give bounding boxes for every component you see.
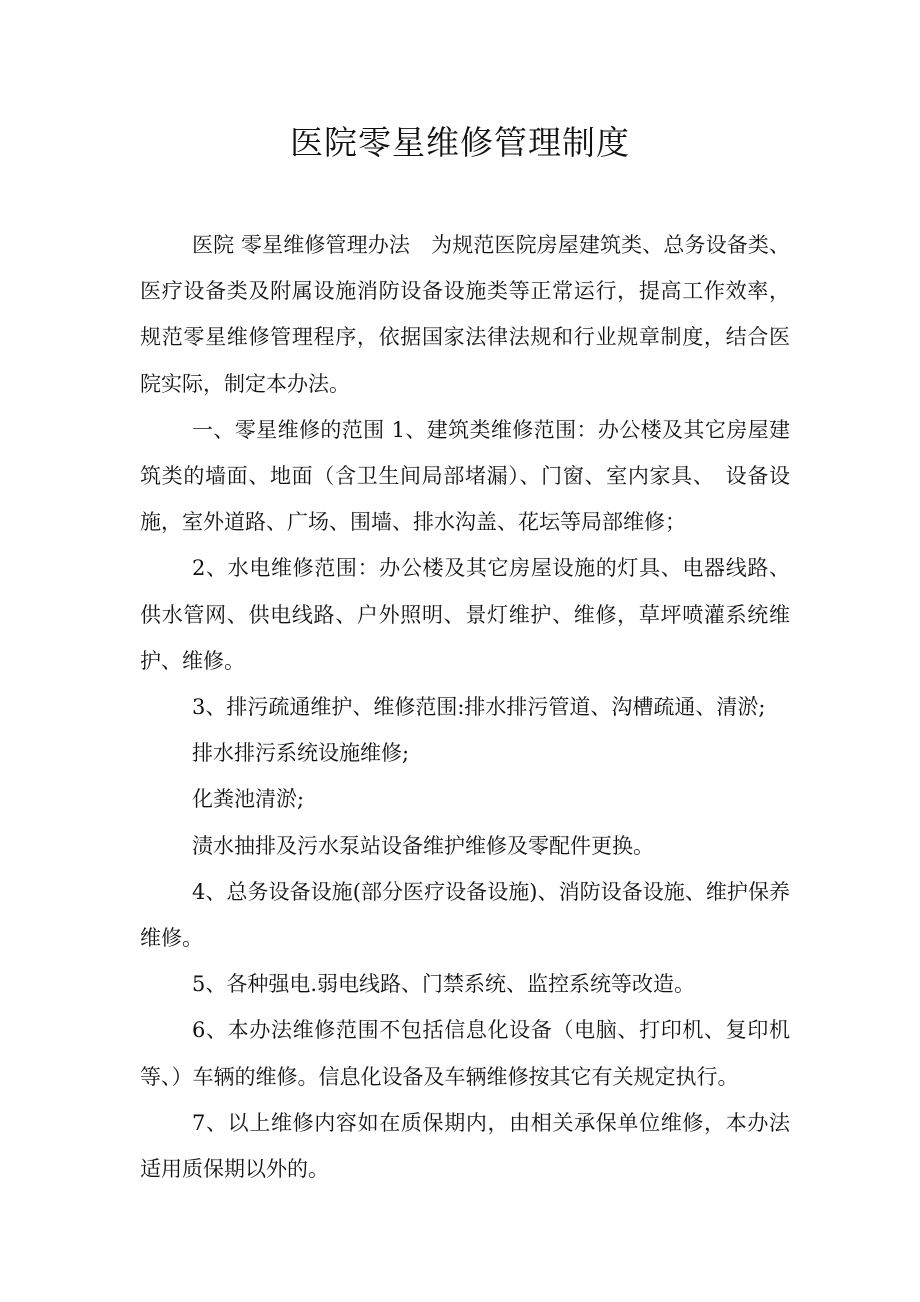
paragraph-pump-station: 渍水抽排及污水泵站设备维护维修及零配件更换。 bbox=[192, 833, 654, 858]
paragraph-scope-water-electric: 2、水电维修范围：办公楼及其它房屋设施的灯具、电器线路、供水管网、供电线路、户外照明、景灯维护、维修，草坪喷灌系统维护、维修。 bbox=[140, 556, 790, 673]
paragraph-scope-wiring: 5、各种强电.弱电线路、门禁系统、监控系统等改造。 bbox=[192, 972, 696, 997]
paragraph-scope-building: 一、零星维修的范围 1、建筑类维修范围：办公楼及其它房屋建筑类的墙面、地面（含卫生间局部堵漏）、门窗、室内家具、 设备设施，室外道路、广场、围墙、排水沟盖、花坛等局部维修； bbox=[140, 417, 790, 535]
paragraph-septic-tank: 化粪池清淤; bbox=[192, 787, 305, 812]
paragraph-drainage-system: 排水排污系统设施维修; bbox=[192, 741, 410, 766]
paragraph-intro: 医院 零星维修管理办法 为规范医院房屋建筑类、总务设备类、医疗设备类及附属设施消防设备设施类等正常运行，提高工作效率，规范零星维修管理程序，依据国家法律法规和行业规章制度，结合医院实际，制定本办法。 bbox=[140, 233, 790, 396]
paragraph-scope-drainage: 3、排污疏通维护、维修范围:排水排污管道、沟槽疏通、清淤; bbox=[192, 695, 766, 720]
paragraph-scope-warranty: 7、以上维修内容如在质保期内，由相关承保单位维修，本办法适用质保期以外的。 bbox=[140, 1110, 790, 1182]
document-title: 医院零星维修管理制度 bbox=[290, 123, 630, 162]
document-body bbox=[140, 222, 790, 1192]
paragraph-scope-equipment: 4、总务设备设施(部分医疗设备设施)、消防设备设施、维护保养维修。 bbox=[140, 879, 790, 951]
paragraph-scope-exclusion: 6、本办法维修范围不包括信息化设备（电脑、打印机、复印机等、）车辆的维修。信息化设备及车辆维修按其它有关规定执行。 bbox=[140, 1018, 790, 1089]
